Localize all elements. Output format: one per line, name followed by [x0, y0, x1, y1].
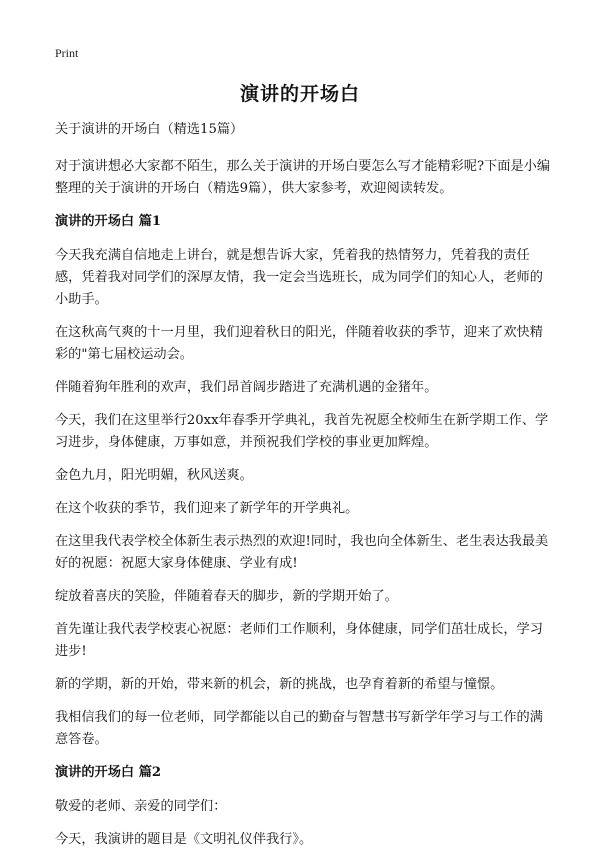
paragraph: 伴随着狗年胜利的欢声，我们昂首阔步踏进了充满机遇的金猪年。 — [55, 380, 438, 395]
paragraph: 在这个收获的季节，我们迎来了新学年的开学典礼。 — [55, 501, 359, 516]
paragraph: 敬爱的老师、亲爱的同学们： — [55, 799, 227, 814]
print-link[interactable]: Print — [55, 46, 79, 60]
paragraph: 我相信我们的每一位老师，同学都能以自己的勤奋与智慧书写新学年学习与工作的满意答卷。 — [55, 710, 543, 747]
paragraph: 今天，我演讲的题目是《文明礼仪伴我行》。 — [55, 832, 313, 847]
paragraph: 新的学期，新的开始，带来新的机会，新的挑战，也孕育着新的希望与憧憬。 — [55, 677, 504, 692]
paragraph: 今天我充满自信地走上讲台，就是想告诉大家，凭着我的热情努力，凭着我的责任感，凭着我对同学们的深厚友情，我一定会当选班长，成为同学们的知心人，老师的小助手。 — [55, 248, 543, 307]
document-body — [55, 119, 555, 862]
paragraph: 首先谨让我代表学校衷心祝愿：老师们工作顺利，身体健康，同学们茁壮成长，学习进步! — [55, 622, 543, 659]
paragraph: 绽放着喜庆的笑脸，伴随着春天的脚步，新的学期开始了。 — [55, 589, 398, 604]
document-title: 演讲的开场白 — [239, 83, 360, 105]
intro-paragraph: 对于演讲想必大家都不陌生，那么关于演讲的开场白要怎么写才能精彩呢?下面是小编整理的关于演讲的开场白（精选9篇），供大家参考，欢迎阅读转发。 — [55, 159, 551, 196]
document-subtitle: 关于演讲的开场白（精选15篇） — [55, 122, 244, 137]
paragraph: 金色九月，阳光明媚，秋风送爽。 — [55, 468, 253, 483]
section-heading: 演讲的开场白 篇2 — [55, 765, 162, 780]
paragraph: 今天，我们在这里举行20xx年春季开学典礼，我首先祝愿全校师生在新学期工作、学习进步，身体健康，万事如意，并预祝我们学校的事业更加辉煌。 — [55, 413, 549, 450]
paragraph: 在这里我代表学校全体新生表示热烈的欢迎!同时，我也向全体新生、老生表达我最美好的祝愿：祝愿大家身体健康、学业有成! — [55, 534, 549, 571]
section-heading: 演讲的开场白 篇1 — [55, 214, 162, 229]
paragraph: 在这秋高气爽的十一月里，我们迎着秋日的阳光，伴随着收获的季节，迎来了欢快精彩的"第七届校运动会。 — [55, 325, 543, 362]
